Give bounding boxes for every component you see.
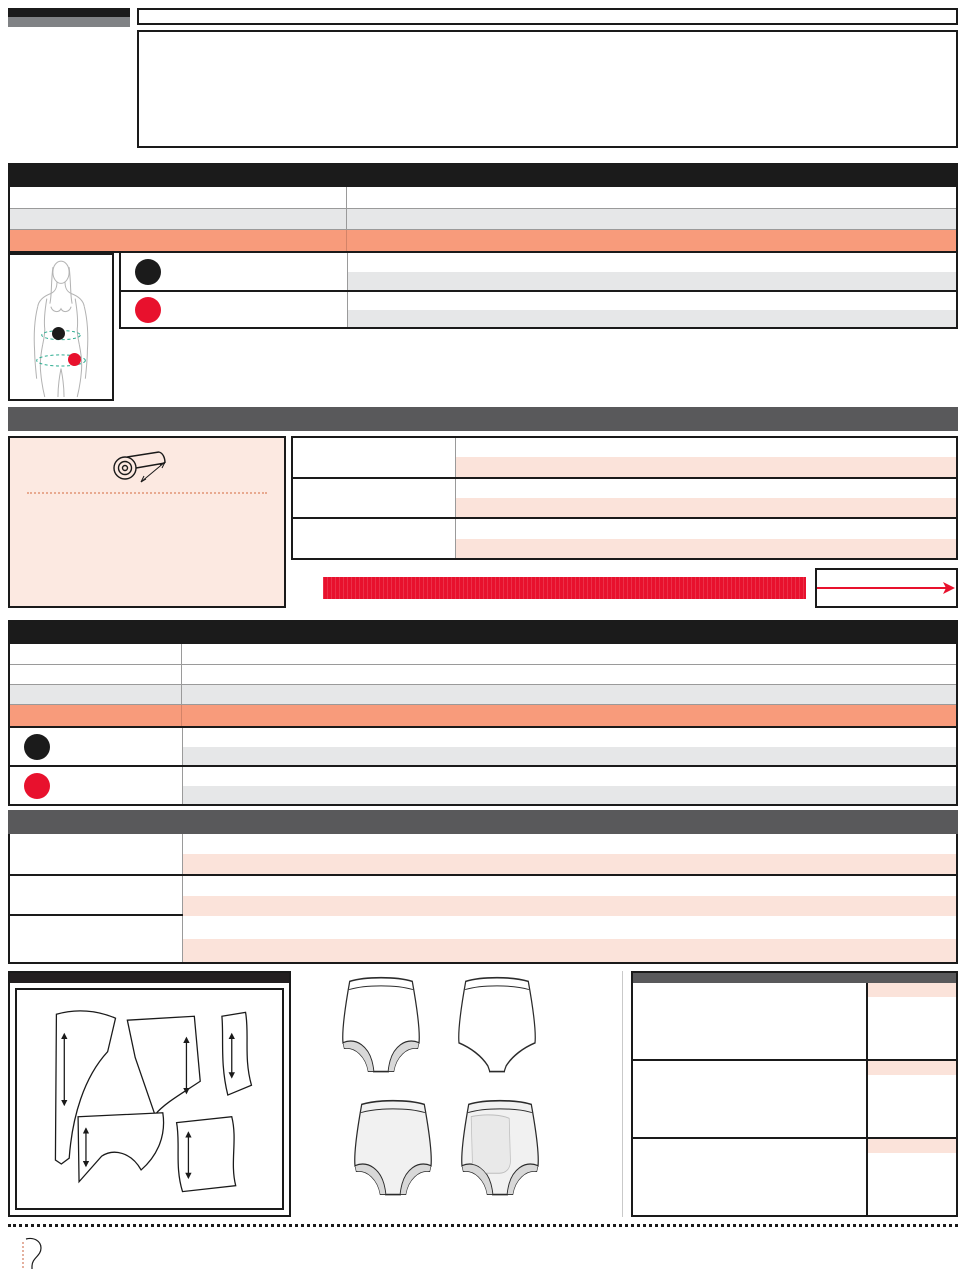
pattern-name [8, 17, 130, 27]
page-title [137, 8, 958, 25]
girls-age-label [10, 187, 347, 208]
girls-age-row [10, 187, 956, 208]
women-waist-label [10, 728, 182, 765]
notion-quantity [868, 1153, 956, 1215]
notion-row [633, 983, 956, 1059]
girls-yardage-bar [8, 407, 958, 431]
measure-2-badge [135, 297, 161, 323]
pattern-pieces-box [8, 971, 291, 1217]
briefs-view-b [454, 1097, 546, 1197]
fabric-info-box [8, 436, 286, 608]
bottom-section [8, 971, 958, 1217]
notion-size-range [868, 1061, 956, 1075]
stretch-gauge [291, 560, 958, 608]
girls-hips-row [121, 290, 956, 327]
women-hips-row [10, 765, 956, 804]
yardage-row [10, 914, 956, 962]
briefs-view-a [347, 1097, 439, 1197]
women-section-bar [8, 620, 958, 644]
notion-quantity [868, 997, 956, 1059]
girls-yardage-section [8, 436, 958, 608]
body-figure-box [8, 253, 114, 401]
yardage-row [293, 477, 956, 518]
women-euro-label [10, 685, 182, 704]
girls-waist-row [121, 253, 956, 290]
yardage-row [10, 874, 956, 914]
yardage-row [293, 438, 956, 477]
yardage-row [10, 834, 956, 874]
measure-1-badge [24, 734, 50, 760]
empty-span [348, 292, 803, 310]
notion-row [633, 1059, 956, 1137]
ready-to-sew-icon [20, 1236, 46, 1269]
measure-2-badge [24, 773, 50, 799]
girls-measurements [8, 253, 958, 401]
girls-hips-label [121, 292, 347, 327]
notion-size-range [868, 983, 956, 997]
women-us-label [10, 644, 182, 664]
notion-quantity [868, 1075, 956, 1137]
pattern-pieces-bar [10, 973, 289, 983]
measure-1-badge [135, 259, 161, 285]
notions-box [631, 971, 958, 1217]
figure-hips-badge [68, 353, 81, 366]
girls-jalie-row [10, 229, 956, 251]
girls-waist-label [121, 253, 347, 290]
women-euro-row [10, 684, 956, 704]
notion-row [633, 1137, 956, 1215]
women-us-row [10, 644, 956, 664]
notion-size-range [868, 1139, 956, 1153]
briefs-front-view [335, 974, 427, 1074]
pattern-number [8, 8, 130, 17]
divider [27, 492, 267, 494]
pattern-pieces-illustration [17, 990, 282, 1208]
header-left [8, 8, 130, 148]
fabric-roll-icon [111, 445, 173, 487]
footer [8, 1224, 958, 1269]
girls-measure-column [119, 253, 958, 401]
girls-section-bar [8, 163, 958, 187]
stretch-arrow-icon [817, 570, 956, 606]
header-right [137, 8, 958, 148]
girls-yardage-table [291, 436, 958, 560]
girls-measure-table [119, 253, 958, 329]
description-box [137, 30, 958, 148]
figure-waist-badge [52, 327, 65, 340]
girls-euro-label [10, 209, 347, 229]
women-jalie-row [10, 704, 956, 726]
women-size-table [8, 644, 958, 728]
garment-views [299, 971, 623, 1217]
women-rtw-row [10, 664, 956, 684]
briefs-back-view [451, 974, 543, 1074]
girls-jalie-label [10, 230, 347, 251]
women-jalie-label [10, 705, 182, 726]
sizes-count-block [8, 45, 130, 47]
women-hips-label [10, 767, 182, 804]
empty-span [348, 310, 803, 328]
empty-span [348, 253, 803, 272]
yardage-row [293, 517, 956, 558]
pattern-pieces-canvas [15, 988, 284, 1210]
empty-span [348, 272, 803, 291]
header [8, 8, 958, 148]
women-rtw-label [10, 665, 182, 684]
women-yardage-table [8, 834, 958, 964]
women-yardage-bar [8, 810, 958, 834]
notions-bar [633, 973, 956, 983]
girls-euro-row [10, 208, 956, 229]
girls-size-table [8, 187, 958, 253]
women-waist-row [10, 728, 956, 765]
women-measure-table [8, 728, 958, 806]
stretch-band [323, 577, 806, 600]
stretch-target-box [815, 568, 958, 608]
